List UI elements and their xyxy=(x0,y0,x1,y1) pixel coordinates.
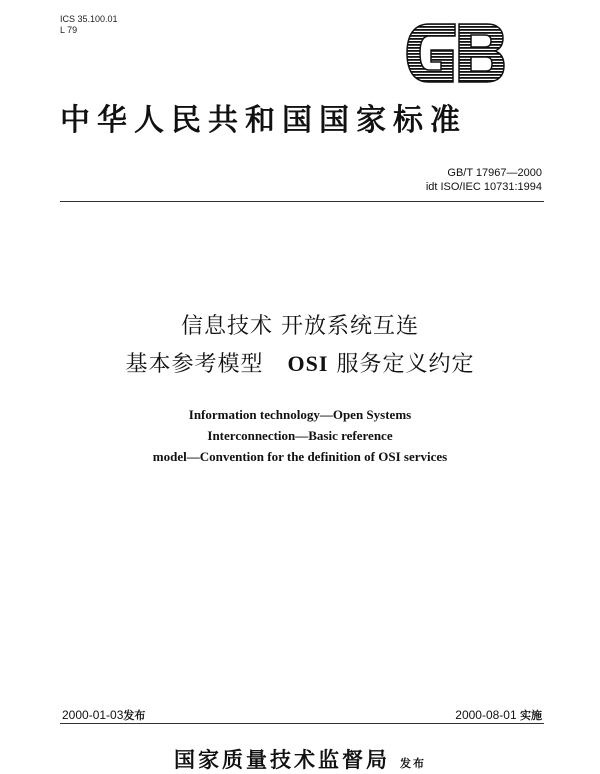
standard-code: GB/T 17967—2000 xyxy=(447,167,542,179)
ics-code: ICS 35.100.01 xyxy=(60,14,118,24)
issue-date xyxy=(62,707,145,723)
issuer xyxy=(0,744,600,774)
standard-idt: idt ISO/IEC 10731:1994 xyxy=(425,181,542,193)
ccs-code: L 79 xyxy=(60,25,78,35)
gb-logo xyxy=(403,20,507,86)
english-title-line2: Interconnection—Basic reference xyxy=(207,428,393,443)
national-standard-title: 中华人民共和国国家标准 xyxy=(60,103,467,138)
classification-codes xyxy=(60,14,118,36)
implement-date-label: 实施 xyxy=(520,709,542,722)
chinese-title-line2 xyxy=(0,349,600,380)
issuer-org: 国家质量技术监督局 xyxy=(174,747,390,772)
english-title-line3: model—Convention for the definition of OSI services xyxy=(152,449,448,464)
english-title xyxy=(0,404,600,467)
gb-logo-icon xyxy=(403,20,507,86)
implement-date-value: 2000-08-01 xyxy=(455,708,517,722)
english-title-line1: Information technology—Open Systems xyxy=(188,407,412,422)
issue-date-value: 2000-01-03 xyxy=(62,708,124,722)
chinese-title-line2-prefix: 基本参考模型 xyxy=(125,352,288,377)
chinese-title-line1: 信息技术 开放系统互连 xyxy=(181,314,419,339)
implement-date xyxy=(455,707,542,723)
issue-date-label: 发布 xyxy=(123,709,146,722)
chinese-title-line2-suffix: 服务定义约定 xyxy=(328,352,475,377)
footer-divider xyxy=(60,723,544,724)
issuer-action: 发布 xyxy=(400,757,426,770)
header-divider xyxy=(60,201,544,202)
chinese-title-osi: OSI xyxy=(287,351,329,376)
standard-number xyxy=(426,166,542,194)
